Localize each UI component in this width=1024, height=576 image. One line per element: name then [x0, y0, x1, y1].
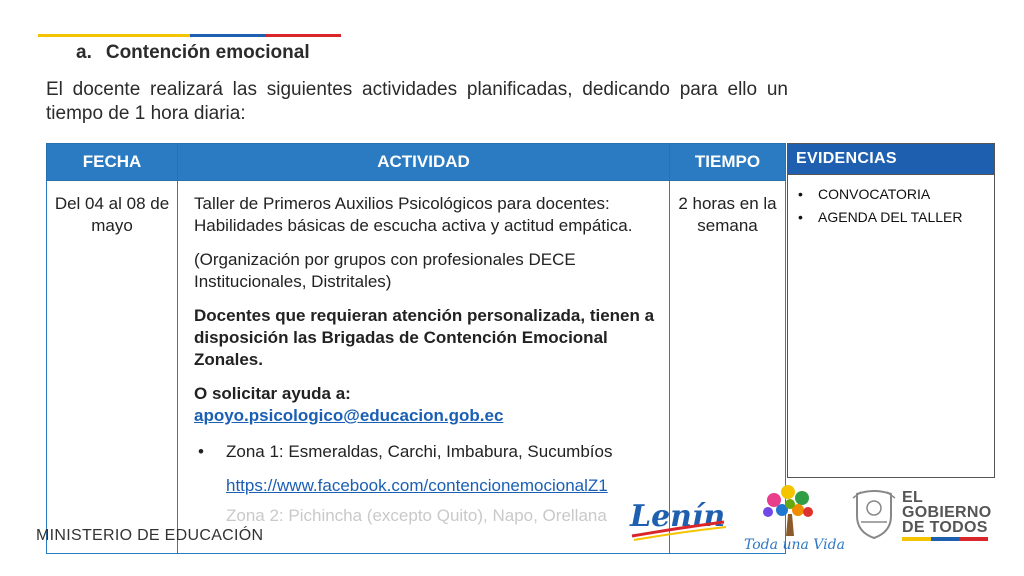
cell-fecha: Del 04 al 08 de mayo	[47, 181, 178, 554]
activity-help	[194, 383, 659, 427]
evidencia-label: CONVOCATORIA	[818, 186, 931, 202]
email-link[interactable]: apoyo.psicologico@educacion.gob.ec	[194, 406, 504, 425]
toda-una-vida-caption: Toda una Vida	[744, 537, 845, 553]
zona-1-text: Zona 1: Esmeraldas, Carchi, Imbabura, Sucumbíos	[226, 442, 613, 461]
gob-line: EL	[902, 489, 924, 506]
gobierno-logo-text	[902, 490, 992, 535]
lenin-logo	[628, 492, 728, 544]
gob-flag-bar	[902, 537, 988, 541]
cell-actividad	[178, 181, 670, 554]
cell-tiempo: 2 horas en la semana	[670, 181, 786, 554]
bullet-icon: •	[798, 209, 803, 225]
activity-organization: (Organización por grupos con profesionales DECE Institucionales, Distritales)	[194, 250, 576, 291]
header-tiempo: TIEMPO	[670, 144, 786, 181]
evidencias-list	[788, 183, 994, 229]
evidencias-title: EVIDENCIAS	[788, 144, 994, 175]
gob-line: GOBIERNO	[902, 504, 992, 521]
activity-workshop: Taller de Primeros Auxilios Psicológicos para docentes: Habilidades básicas de escucha activa y actitud empática.	[194, 194, 633, 235]
header-fecha: FECHA	[47, 144, 178, 181]
bullet-icon: •	[198, 442, 204, 461]
section-title	[76, 42, 310, 64]
evidencias-box	[787, 143, 995, 478]
activity-brigades: Docentes que requieran atención personalizada, tienen a disposición las Brigadas de Contención Emocional Zonales.	[194, 306, 655, 369]
section-title-text: Contención emocional	[105, 42, 310, 63]
lenin-logo-text: Lenín	[630, 499, 726, 534]
ecuador-flag-bar	[38, 34, 341, 37]
facebook-link[interactable]: https://www.facebook.com/contencionemocionalZ1	[226, 476, 608, 495]
zona-1-item	[194, 441, 659, 463]
section-letter: a.	[76, 42, 92, 63]
list-item	[788, 183, 994, 206]
header-actividad: ACTIVIDAD	[178, 144, 670, 181]
bullet-icon: •	[798, 186, 803, 202]
intro-paragraph: El docente realizará las siguientes actividades planificadas, dedicando para ello un tiempo de 1 hora diaria:	[46, 79, 788, 124]
cutoff-text: Zona 2: Pichincha (excepto Quito), Napo, Orellana	[226, 506, 607, 525]
list-item	[788, 206, 994, 229]
gob-line: DE TODOS	[902, 519, 988, 536]
ecuador-shield-icon	[851, 488, 897, 540]
help-prefix: O solicitar ayuda a:	[194, 384, 351, 403]
table-header-row	[47, 144, 786, 181]
ministry-logo-text: MINISTERIO DE EDUCACIÓN	[36, 527, 264, 544]
evidencia-label: AGENDA DEL TALLER	[818, 209, 963, 225]
